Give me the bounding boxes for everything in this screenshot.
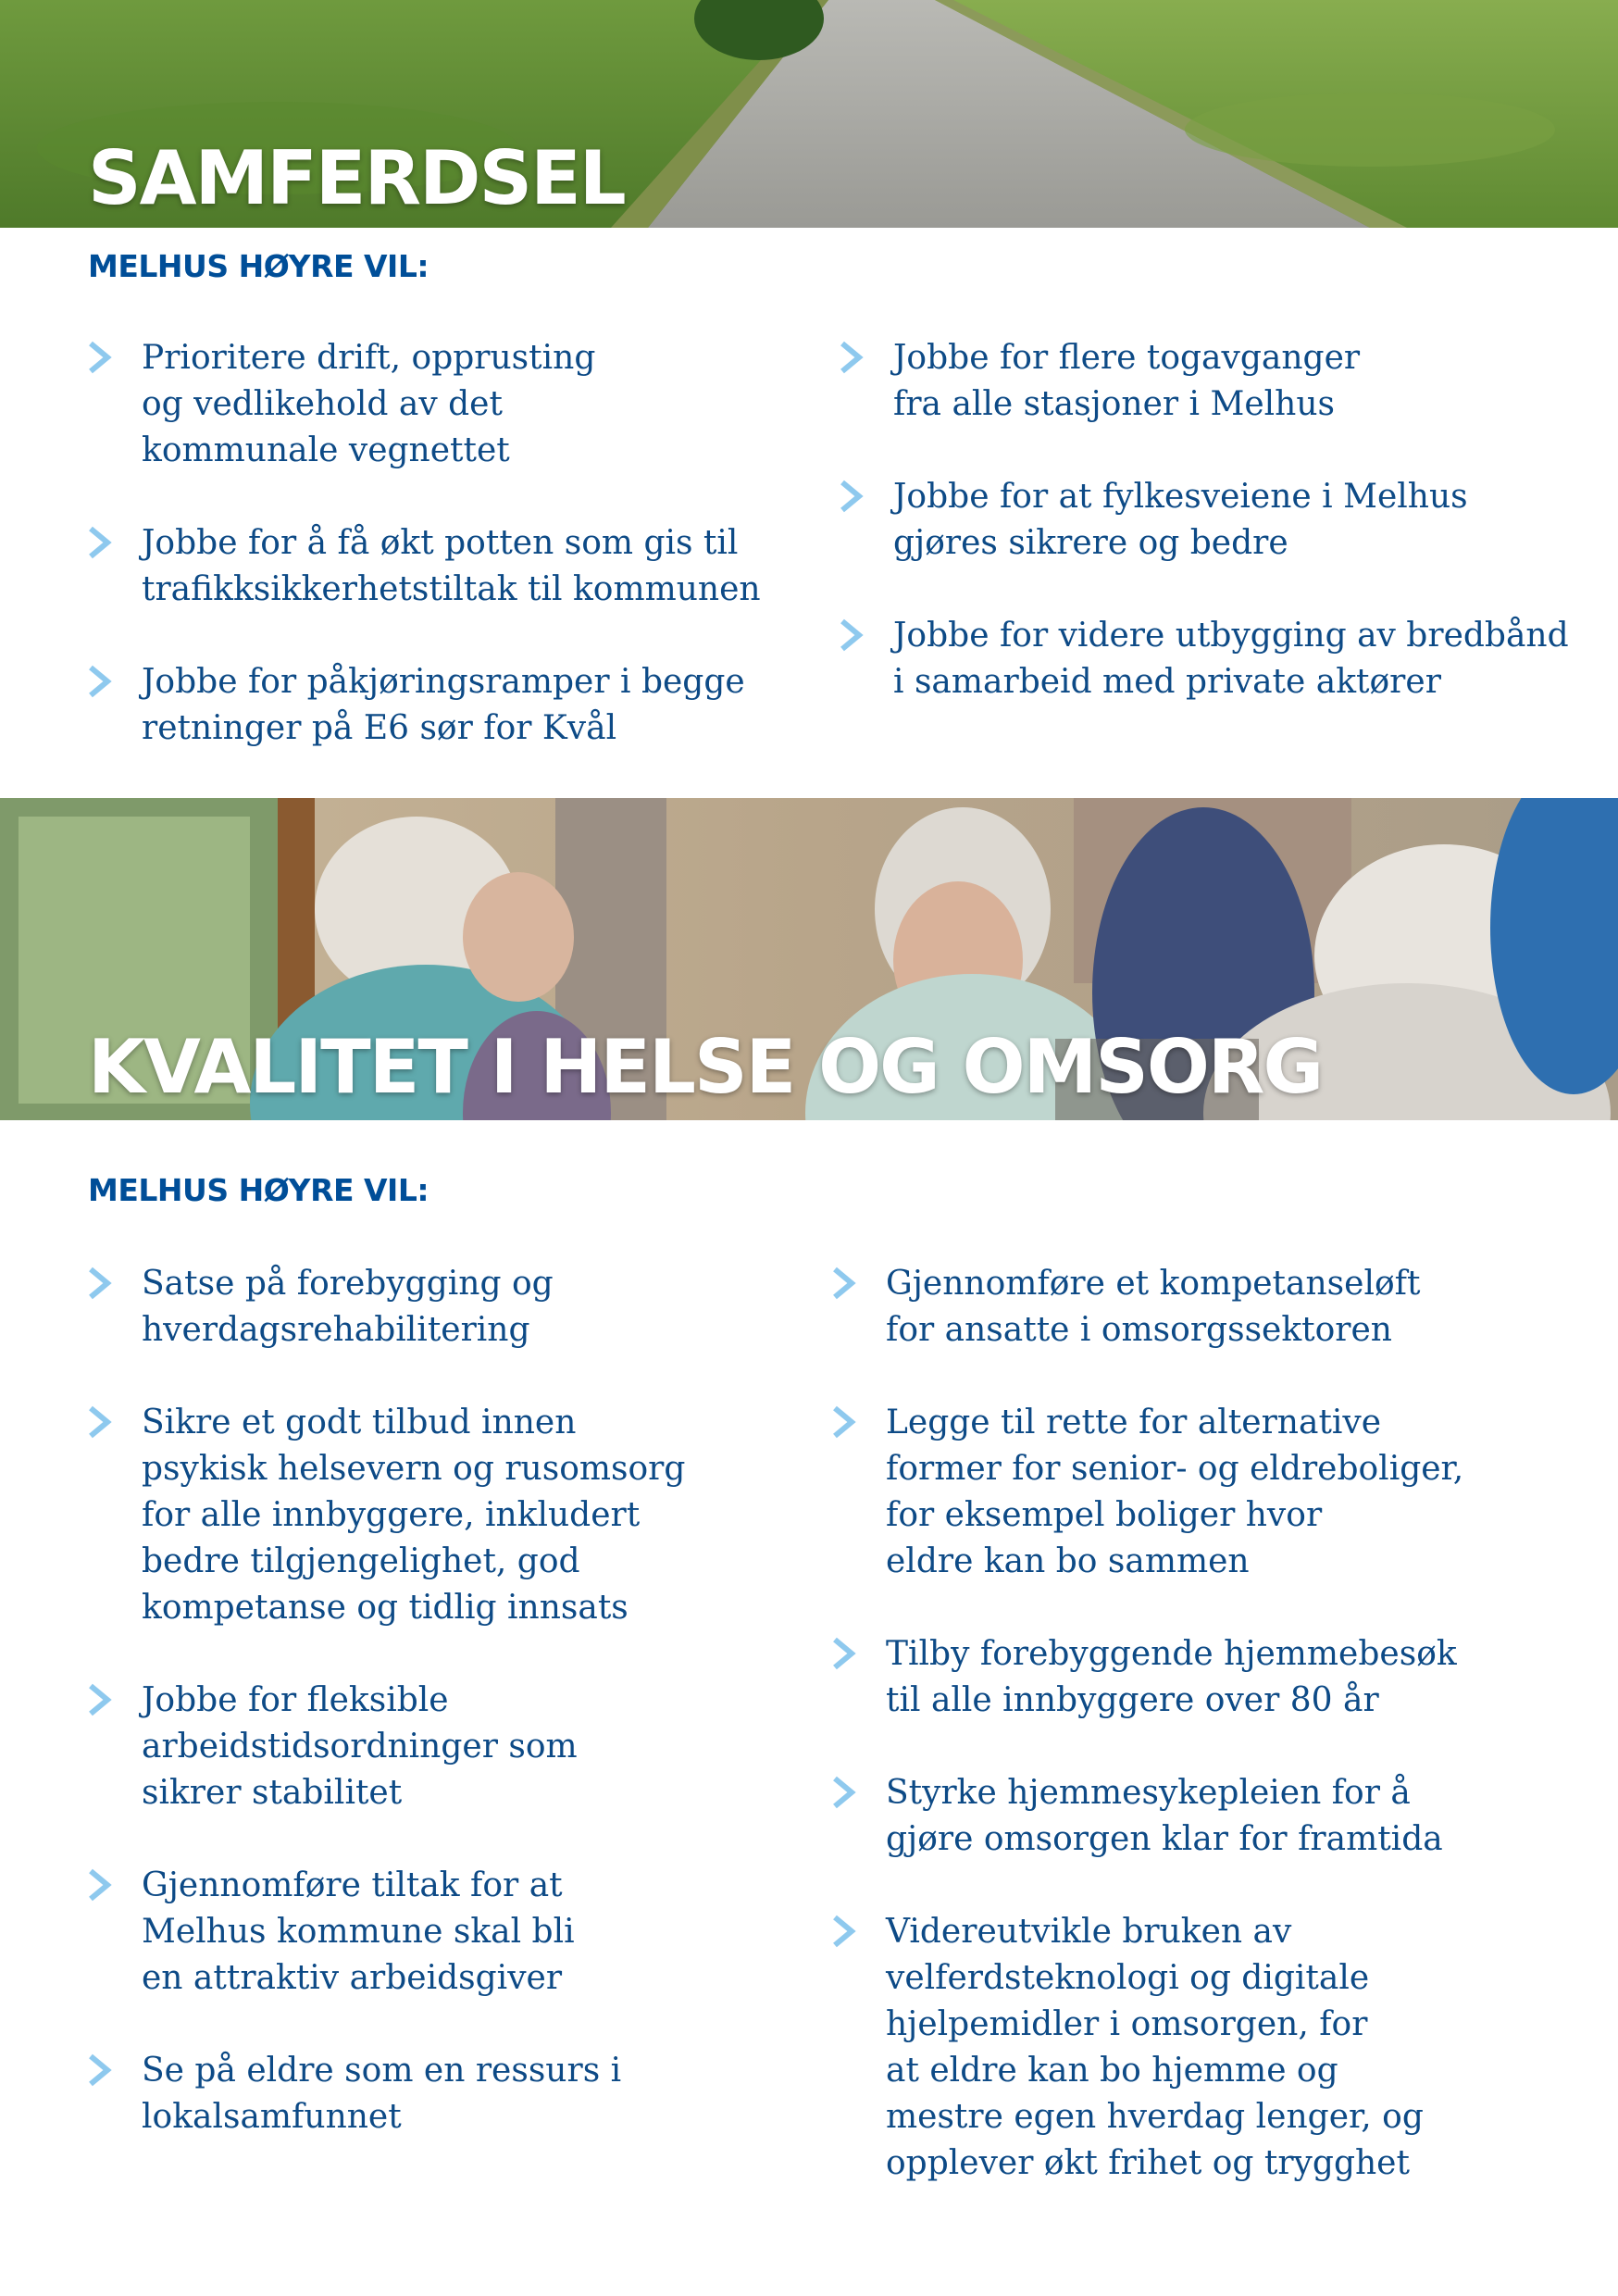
chevron-right-icon: [88, 1267, 112, 1300]
list-item-text: Jobbe for videre utbygging av bredbånd i samarbeid med private aktører: [893, 617, 1569, 701]
list-item: [88, 659, 810, 752]
list-item-text: Tilby forebyggende hjemmebesøk til alle innbyggere over 80 år: [886, 1635, 1457, 1719]
helse-right-list: [832, 1261, 1582, 2187]
samferdsel-right-list: [840, 335, 1580, 705]
list-item: [88, 1863, 801, 2048]
list-item-text: Gjennomføre et kompetanseløft for ansatte i omsorgssektoren: [886, 1265, 1421, 1349]
list-item: [840, 335, 1580, 474]
list-item: [840, 613, 1580, 705]
chevron-right-icon: [88, 665, 112, 698]
list-item: [832, 1909, 1582, 2187]
chevron-right-icon: [840, 341, 864, 374]
list-item-text: Gjennomføre tiltak for at Melhus kommune skal bli en attraktiv arbeidsgiver: [142, 1866, 575, 1997]
chevron-right-icon: [88, 1683, 112, 1716]
samferdsel-left-list: [88, 335, 810, 752]
list-item: [88, 335, 810, 520]
chevron-right-icon: [88, 2053, 112, 2087]
list-item-text: Jobbe for å få økt potten som gis til trafikksikkerhetstiltak til kommunen: [142, 524, 761, 608]
section-subhead-samferdsel: MELHUS HØYRE VIL:: [88, 248, 429, 284]
chevron-right-icon: [832, 1637, 856, 1670]
list-item: [832, 1631, 1582, 1770]
chevron-right-icon: [832, 1776, 856, 1809]
list-item: [840, 474, 1580, 613]
list-item: [832, 1400, 1582, 1631]
list-item: [88, 520, 810, 659]
list-item-text: Jobbe for fleksible arbeidstidsordninger som sikrer stabilitet: [142, 1681, 578, 1812]
list-item-text: Sikre et godt tilbud innen psykisk helsevern og rusomsorg for alle innbyggere, inkludert bedre tilgjengelighet, god kompetanse og tidlig innsats: [142, 1404, 686, 1627]
list-item-text: Styrke hjemmesykepleien for å gjøre omsorgen klar for framtida: [886, 1774, 1443, 1858]
list-item-text: Videreutvikle bruken av velferdsteknologi og digitale hjelpemidler i omsorgen, for at eldre kan bo hjemme og mestre egen hverdag lenger, og opplever økt frihet og trygghet: [886, 1913, 1424, 2182]
list-item: [88, 1400, 801, 1678]
list-item-text: Jobbe for at fylkesveiene i Melhus gjøres sikrere og bedre: [893, 478, 1468, 562]
chevron-right-icon: [840, 618, 864, 652]
list-item: [88, 1678, 801, 1863]
helse-left-list: [88, 1261, 801, 2140]
chevron-right-icon: [88, 1405, 112, 1439]
section-subhead-helse: MELHUS HØYRE VIL:: [88, 1172, 429, 1208]
chevron-right-icon: [832, 1405, 856, 1439]
samferdsel-banner: [0, 0, 1618, 228]
list-item: [832, 1261, 1582, 1400]
section-title-helse: KVALITET I HELSE OG OMSORG: [88, 1024, 1323, 1110]
chevron-right-icon: [88, 1868, 112, 1902]
chevron-right-icon: [840, 480, 864, 513]
list-item-text: Jobbe for flere togavganger fra alle stasjoner i Melhus: [893, 339, 1361, 423]
list-item-text: Legge til rette for alternative former for senior- og eldreboliger, for eksempel boliger hvor eldre kan bo sammen: [886, 1404, 1464, 1580]
list-item-text: Se på eldre som en ressurs i lokalsamfunnet: [142, 2052, 622, 2136]
list-item: [88, 2048, 801, 2140]
helse-banner: [0, 798, 1618, 1120]
list-item-text: Satse på forebygging og hverdagsrehabilitering: [142, 1265, 554, 1349]
list-item-text: Jobbe for påkjøringsramper i begge retninger på E6 sør for Kvål: [142, 663, 745, 747]
chevron-right-icon: [88, 341, 112, 374]
list-item: [832, 1770, 1582, 1909]
section-title-samferdsel: SAMFERDSEL: [88, 135, 625, 221]
list-item-text: Prioritere drift, opprusting og vedlikehold av det kommunale vegnettet: [142, 339, 596, 469]
chevron-right-icon: [88, 526, 112, 559]
chevron-right-icon: [832, 1267, 856, 1300]
list-item: [88, 1261, 801, 1400]
chevron-right-icon: [832, 1915, 856, 1948]
